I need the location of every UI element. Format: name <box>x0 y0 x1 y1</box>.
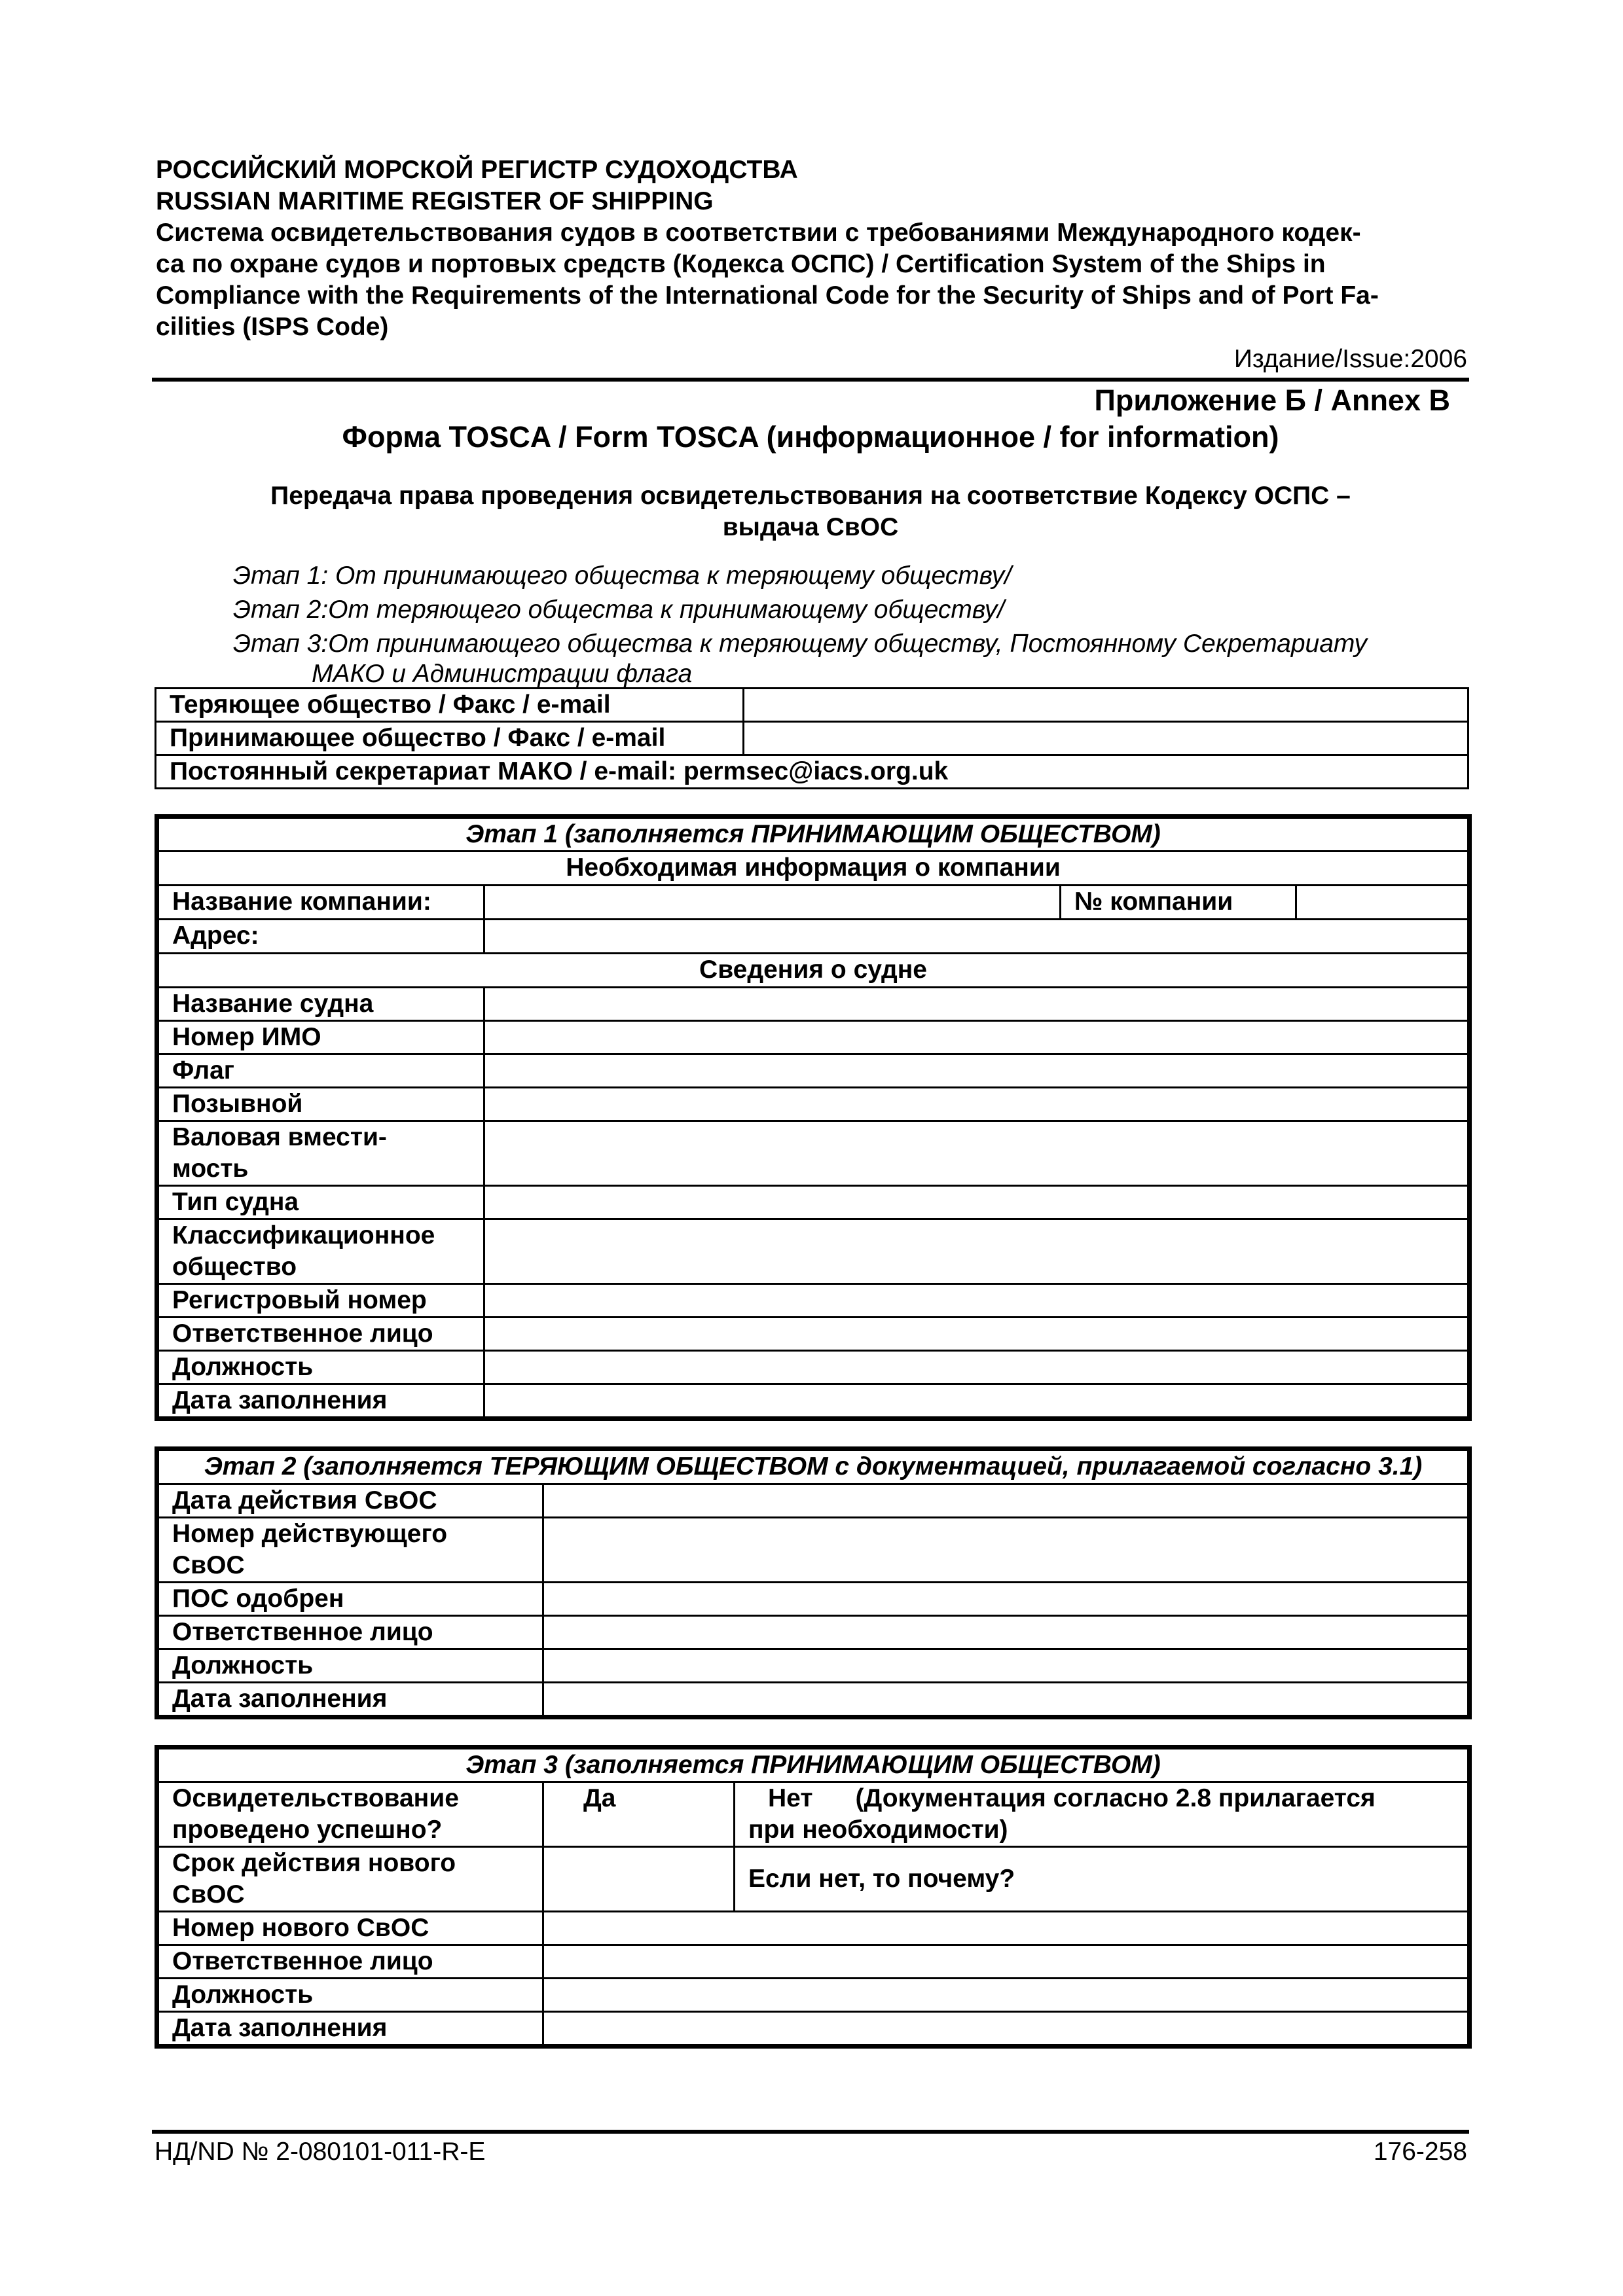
losing-society-label: Теряющее общество / Факс / e-mail <box>156 689 744 722</box>
transfer-title-line-2: выдача СвОС <box>722 513 899 541</box>
document-number: НД/ND № 2-080101-011-R-E <box>155 2138 486 2166</box>
annex-title: Приложение Б / Annex B <box>1094 384 1450 417</box>
stage-3-note-line-2: МАКО и Администрации флага <box>312 660 693 688</box>
stage-1-date-label: Дата заполнения <box>157 1384 484 1419</box>
address-field[interactable] <box>484 920 1470 954</box>
no-option-line-2: при необходимости) <box>748 1816 1008 1844</box>
stage-1-position-label: Должность <box>157 1351 484 1384</box>
company-number-field[interactable] <box>1296 886 1470 920</box>
register-number-label: Регистровый номер <box>157 1284 484 1318</box>
call-sign-field[interactable] <box>484 1088 1470 1121</box>
secretariat-label: Постоянный секретариат МАКО / e-mail: permsec@iacs.org.uk <box>156 755 1468 789</box>
stage-1-date-field[interactable] <box>484 1384 1470 1419</box>
stage-3-note-line-1: Этап 3:От принимающего общества к теряющему обществу, Постоянному Секретариату <box>233 630 1368 658</box>
stage-2-position-field[interactable] <box>543 1649 1470 1683</box>
org-name-ru: РОССИЙСКИЙ МОРСКОЙ РЕГИСТР СУДОХОДСТВА <box>156 156 798 184</box>
new-validity-label-line-2: СвОС <box>172 1880 245 1909</box>
system-title-line-2: са по охране судов и портовых средств (Кодекса ОСПС) / Certification System of the Ships in <box>156 250 1326 278</box>
address-label: Адрес: <box>157 920 484 954</box>
form-title: Форма TOSCA / Form TOSCA (информационное / for information) <box>342 420 1279 454</box>
org-name-en: RUSSIAN MARITIME REGISTER OF SHIPPING <box>156 187 714 215</box>
gaining-society-field[interactable] <box>744 722 1468 755</box>
certificate-validity-label: Дата действия СвОС <box>157 1484 543 1518</box>
stage-2-date-field[interactable] <box>543 1683 1470 1717</box>
current-certificate-label-line-2: СвОС <box>172 1551 245 1579</box>
issue-label: Издание/Issue:2006 <box>1233 345 1467 373</box>
class-society-label-line-2: общество <box>172 1253 297 1281</box>
stage-1-responsible-label: Ответственное лицо <box>157 1318 484 1351</box>
stage-3-responsible-field[interactable] <box>543 1945 1470 1979</box>
certificate-validity-field[interactable] <box>543 1484 1470 1518</box>
stage-2-responsible-label: Ответственное лицо <box>157 1616 543 1649</box>
current-certificate-label <box>157 1518 543 1583</box>
class-society-label-line-1: Классификационное <box>172 1221 435 1249</box>
yes-option[interactable]: Да <box>543 1782 735 1847</box>
no-option-line-1: Нет (Документация согласно 2.8 прилагается <box>768 1784 1376 1812</box>
stage-3-position-label: Должность <box>157 1979 543 2012</box>
new-certificate-number-field[interactable] <box>543 1912 1470 1945</box>
stage-3-position-field[interactable] <box>543 1979 1470 2012</box>
stage-2-title: Этап 2 (заполняется ТЕРЯЮЩИМ ОБЩЕСТВОМ с документацией, прилагаемой согласно 3.1) <box>157 1449 1470 1484</box>
system-title-line-4: cilities (ISPS Code) <box>156 313 389 341</box>
company-number-label: № компании <box>1061 886 1296 920</box>
if-not-why-field[interactable]: Если нет, то почему? <box>735 1847 1470 1912</box>
losing-society-field[interactable] <box>744 689 1468 722</box>
stage-1-responsible-field[interactable] <box>484 1318 1470 1351</box>
gaining-society-label: Принимающее общество / Факс / e-mail <box>156 722 744 755</box>
new-validity-field[interactable] <box>543 1847 735 1912</box>
survey-success-label-line-2: проведено успешно? <box>172 1816 443 1844</box>
stage-3-date-field[interactable] <box>543 2012 1470 2047</box>
gross-tonnage-label-line-2: мость <box>172 1155 249 1183</box>
call-sign-label: Позывной <box>157 1088 484 1121</box>
imo-number-label: Номер ИМО <box>157 1021 484 1054</box>
stage-2-date-label: Дата заполнения <box>157 1683 543 1717</box>
gross-tonnage-label-line-1: Валовая вмести- <box>172 1123 387 1151</box>
ssp-approved-field[interactable] <box>543 1583 1470 1616</box>
company-name-label: Название компании: <box>157 886 484 920</box>
system-title-line-1: Система освидетельствования судов в соответствии с требованиями Международного кодек- <box>156 219 1361 247</box>
ship-name-field[interactable] <box>484 988 1470 1021</box>
stage-2-table <box>155 1446 1472 1719</box>
survey-success-label-line-1: Освидетельствование <box>172 1784 459 1812</box>
current-certificate-label-line-1: Номер действующего <box>172 1520 448 1548</box>
flag-field[interactable] <box>484 1054 1470 1088</box>
imo-number-field[interactable] <box>484 1021 1470 1054</box>
current-certificate-field[interactable] <box>543 1518 1470 1583</box>
stage-2-responsible-field[interactable] <box>543 1616 1470 1649</box>
system-title-line-3: Compliance with the Requirements of the International Code for the Security of Ships and of Port Fa- <box>156 281 1379 310</box>
stage-2-note: Этап 2:От теряющего общества к принимающему обществу/ <box>233 596 1005 624</box>
survey-success-label <box>157 1782 543 1847</box>
ship-type-field[interactable] <box>484 1186 1470 1219</box>
footer-rule <box>152 2130 1469 2134</box>
stage-3-table <box>155 1745 1472 2049</box>
transfer-title-line-1: Передача права проведения освидетельствования на соответствие Кодексу ОСПС – <box>270 482 1351 510</box>
stage-2-position-label: Должность <box>157 1649 543 1683</box>
no-option[interactable] <box>735 1782 1470 1847</box>
stage-1-note: Этап 1: От принимающего общества к теряющему обществу/ <box>233 562 1012 590</box>
stage-3-date-label: Дата заполнения <box>157 2012 543 2047</box>
stage-3-title: Этап 3 (заполняется ПРИНИМАЮЩИМ ОБЩЕСТВОМ) <box>157 1748 1470 1782</box>
class-society-field[interactable] <box>484 1219 1470 1284</box>
company-name-field[interactable] <box>484 886 1061 920</box>
gross-tonnage-label <box>157 1121 484 1186</box>
new-certificate-number-label: Номер нового СвОС <box>157 1912 543 1945</box>
new-validity-label-line-1: Срок действия нового <box>172 1849 456 1877</box>
ship-type-label: Тип судна <box>157 1186 484 1219</box>
company-section-heading: Необходимая информация о компании <box>157 852 1470 886</box>
contacts-table <box>155 687 1469 789</box>
register-number-field[interactable] <box>484 1284 1470 1318</box>
stage-1-title: Этап 1 (заполняется ПРИНИМАЮЩИМ ОБЩЕСТВОМ) <box>157 817 1470 852</box>
stage-1-table <box>155 814 1472 1421</box>
ssp-approved-label: ПОС одобрен <box>157 1583 543 1616</box>
stage-3-responsible-label: Ответственное лицо <box>157 1945 543 1979</box>
stage-1-position-field[interactable] <box>484 1351 1470 1384</box>
header-rule <box>152 378 1469 382</box>
gross-tonnage-field[interactable] <box>484 1121 1470 1186</box>
new-validity-label <box>157 1847 543 1912</box>
ship-section-heading: Сведения о судне <box>157 954 1470 988</box>
ship-name-label: Название судна <box>157 988 484 1021</box>
class-society-label <box>157 1219 484 1284</box>
flag-label: Флаг <box>157 1054 484 1088</box>
page-number: 176-258 <box>1373 2138 1467 2166</box>
